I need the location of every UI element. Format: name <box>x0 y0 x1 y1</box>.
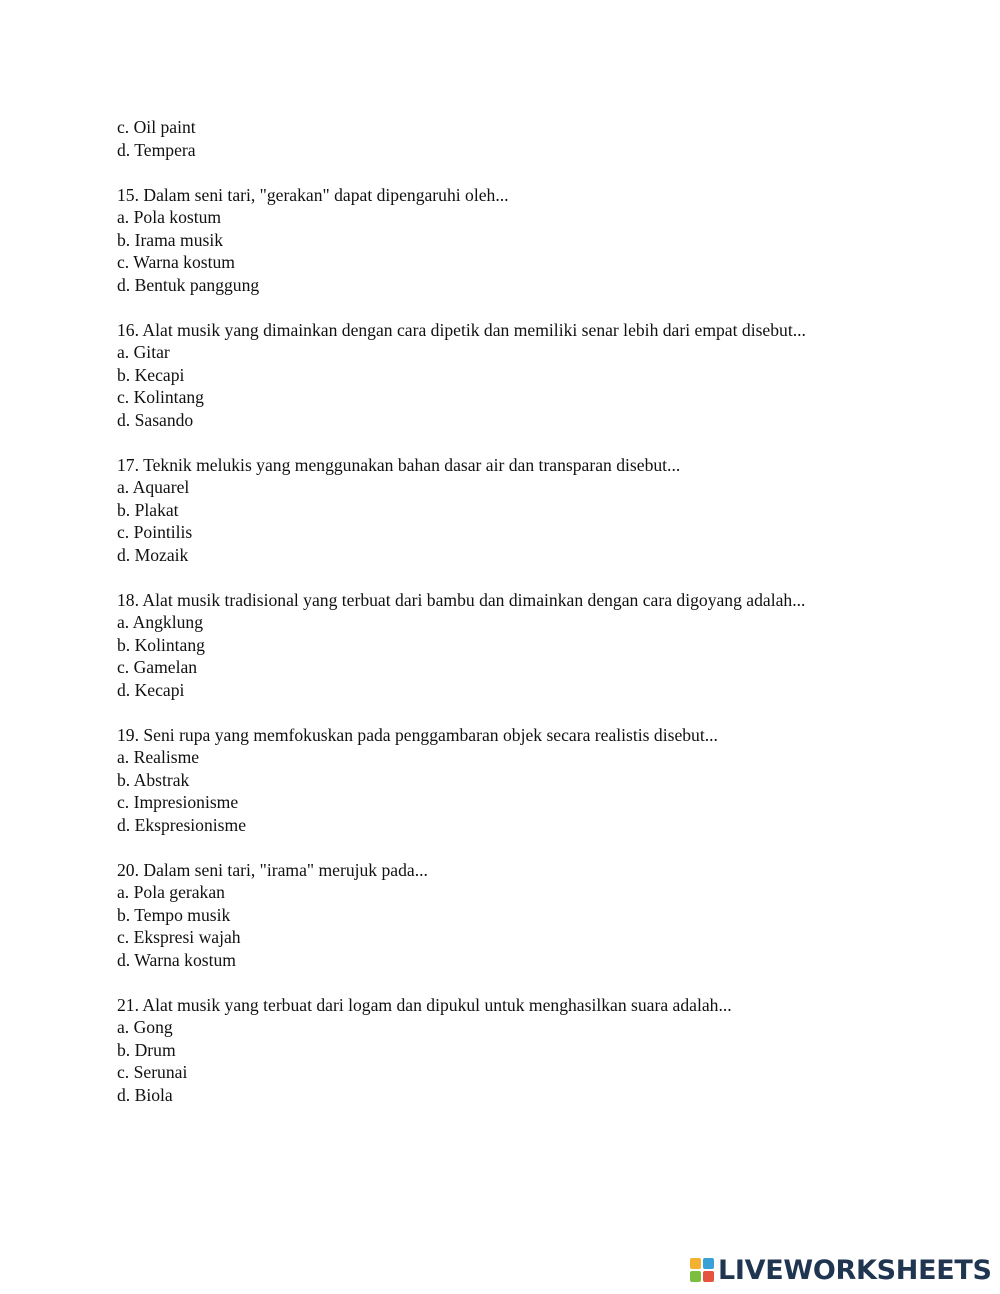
answer-option[interactable]: b. Kecapi <box>117 364 185 385</box>
answer-option[interactable]: d. Biola <box>117 1084 173 1105</box>
answer-option[interactable]: a. Pola gerakan <box>117 882 225 902</box>
answer-option[interactable]: c. Pointilis <box>117 522 193 542</box>
liveworksheets-logo-icon <box>690 1258 714 1282</box>
answer-option[interactable]: b. Abstrak <box>117 769 190 790</box>
question-block-19 <box>117 724 837 837</box>
answer-option[interactable]: d. Bentuk panggung <box>117 274 260 295</box>
logo-tile <box>703 1271 714 1282</box>
answer-option[interactable]: c. Oil paint <box>117 117 196 137</box>
question-block-18 <box>117 589 837 702</box>
question-block-14-tail <box>117 116 837 161</box>
answer-option[interactable]: c. Impresionisme <box>117 792 239 812</box>
question-text: 20. Dalam seni tari, "irama" merujuk pada... <box>117 859 428 880</box>
answer-option[interactable]: a. Realisme <box>117 747 200 767</box>
answer-option[interactable]: c. Kolintang <box>117 387 204 407</box>
answer-option[interactable]: d. Kecapi <box>117 679 185 700</box>
answer-option[interactable]: b. Kolintang <box>117 634 205 655</box>
liveworksheets-brand <box>690 1253 992 1287</box>
question-block-21 <box>117 994 837 1107</box>
answer-option[interactable]: d. Mozaik <box>117 544 189 565</box>
question-text: 19. Seni rupa yang memfokuskan pada penggambaran objek secara realistis disebut... <box>117 724 718 745</box>
answer-option[interactable]: b. Tempo musik <box>117 904 231 925</box>
worksheet-content <box>117 116 837 1129</box>
answer-option[interactable]: d. Warna kostum <box>117 949 236 970</box>
question-block-20 <box>117 859 837 972</box>
answer-option[interactable]: a. Aquarel <box>117 477 190 497</box>
logo-tile <box>703 1258 714 1269</box>
question-block-17 <box>117 454 837 567</box>
answer-option[interactable]: c. Ekspresi wajah <box>117 927 241 947</box>
answer-option[interactable]: c. Serunai <box>117 1062 188 1082</box>
answer-option[interactable]: b. Drum <box>117 1039 176 1060</box>
question-text: 18. Alat musik tradisional yang terbuat dari bambu dan dimainkan dengan cara digoyang adalah... <box>117 589 806 610</box>
question-block-16 <box>117 319 837 432</box>
answer-option[interactable]: c. Warna kostum <box>117 252 235 272</box>
answer-option[interactable]: d. Sasando <box>117 409 194 430</box>
question-text: 21. Alat musik yang terbuat dari logam dan dipukul untuk menghasilkan suara adalah... <box>117 994 732 1015</box>
logo-tile <box>690 1258 701 1269</box>
question-text: 16. Alat musik yang dimainkan dengan cara dipetik dan memiliki senar lebih dari empat disebut... <box>117 319 806 340</box>
question-block-15 <box>117 184 837 297</box>
answer-option[interactable]: a. Pola kostum <box>117 207 222 227</box>
answer-option[interactable]: a. Gong <box>117 1017 173 1037</box>
answer-option[interactable]: a. Gitar <box>117 342 170 362</box>
question-text: 15. Dalam seni tari, "gerakan" dapat dipengaruhi oleh... <box>117 184 509 205</box>
answer-option[interactable]: b. Irama musik <box>117 229 224 250</box>
answer-option[interactable]: a. Angklung <box>117 612 204 632</box>
answer-option[interactable]: b. Plakat <box>117 499 179 520</box>
brand-wordmark: LIVEWORKSHEETS <box>718 1254 992 1286</box>
answer-option[interactable]: d. Tempera <box>117 139 196 160</box>
logo-tile <box>690 1271 701 1282</box>
answer-option[interactable]: c. Gamelan <box>117 657 198 677</box>
answer-option[interactable]: d. Ekspresionisme <box>117 814 247 835</box>
question-text: 17. Teknik melukis yang menggunakan bahan dasar air dan transparan disebut... <box>117 454 681 475</box>
